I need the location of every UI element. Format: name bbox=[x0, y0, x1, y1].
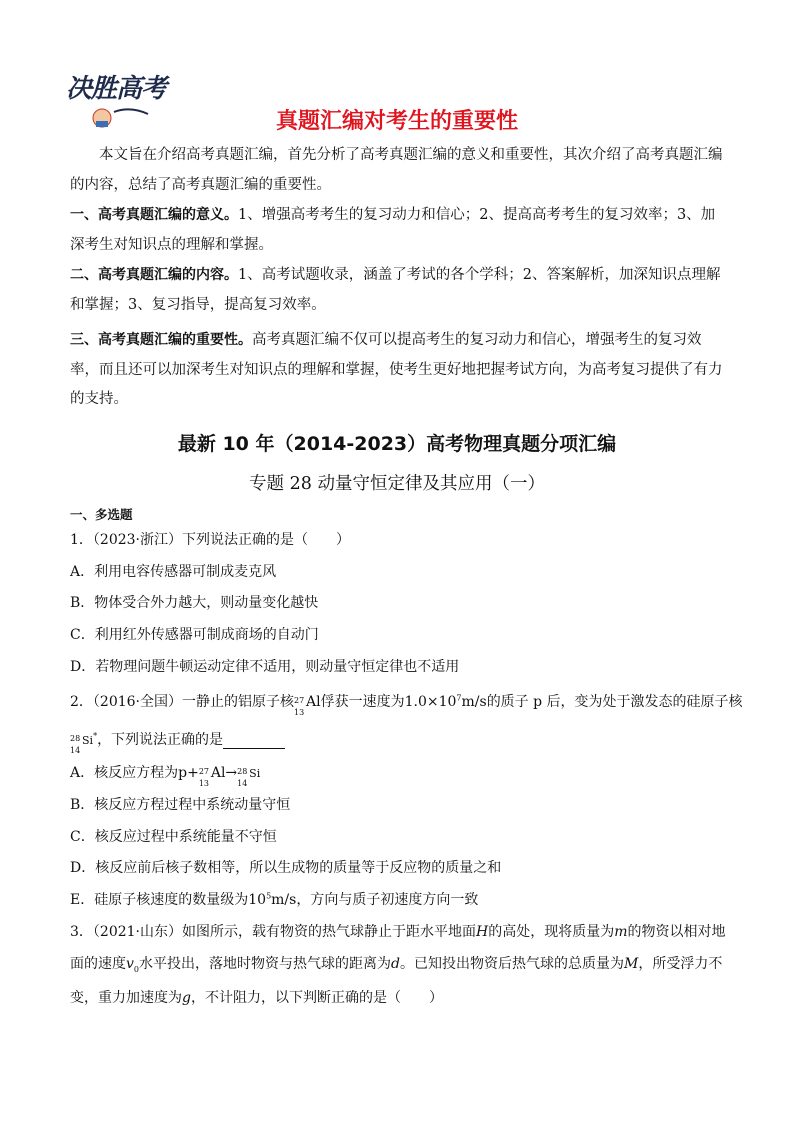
q2-text: 2．（2016·全国）一静止的铝原子核 bbox=[70, 694, 294, 710]
q3-line2 bbox=[70, 953, 730, 974]
content-body: 1、高考试题收录，涵盖了考试的各个学科；2、答案解析，加深知识点理解和掌握；3、复习指导，提高复习效率。 bbox=[70, 267, 721, 313]
q2-text: ，下列说法正确的是 bbox=[97, 732, 224, 748]
si-atomic-number: 14 bbox=[70, 746, 81, 755]
q2-text: 的质子 p 后，变为处于激发态的硅原子核 bbox=[486, 694, 743, 710]
q2-stem-line2 bbox=[70, 729, 730, 755]
proton-symbol: p+ bbox=[178, 765, 199, 781]
speed-exponent: 5 bbox=[266, 891, 272, 901]
q3-line3 bbox=[70, 987, 730, 1007]
si-mass-number: 28 bbox=[70, 734, 81, 743]
q1-stem: 1．（2023·浙江）下列说法正确的是（ ） bbox=[70, 532, 350, 548]
intro-paragraph: 本文旨在介绍高考真题汇编，首先分析了高考真题汇编的意义和重要性，其次介绍了高考真题汇编的内容，总结了高考真题汇编的重要性。 bbox=[70, 147, 723, 193]
q2-option-a bbox=[70, 762, 730, 788]
arrow-icon: → bbox=[225, 765, 238, 781]
q1-option-c: C．利用红外传感器可制成商场的自动门 bbox=[70, 627, 319, 643]
logo-text: 决胜高考 bbox=[66, 74, 167, 104]
q2-option-e bbox=[70, 889, 730, 909]
var-d: d bbox=[391, 956, 400, 972]
answer-blank[interactable] bbox=[223, 734, 285, 749]
importance-body: 高考真题汇编不仅可以提高考生的复习动力和信心，增强考生的复习效率，而且还可以加深考生对知识点的理解和掌握，使考生更好地把握考试方向，为高考复习提供了有力的支持。 bbox=[70, 332, 723, 408]
meaning-paragraph bbox=[70, 201, 726, 260]
q3-line1 bbox=[70, 921, 730, 941]
q3-text: 3．（2021·山东）如图所示，载有物资的热气球静止于距水平地面 bbox=[70, 924, 476, 940]
al-symbol: Al bbox=[210, 765, 226, 781]
option-text: E．硅原子核速度的数量级为 bbox=[70, 892, 249, 908]
page-title: 真题汇编对考生的重要性 bbox=[275, 109, 518, 134]
content-heading: 二、高考真题汇编的内容。 bbox=[70, 267, 238, 283]
var-H: H bbox=[476, 924, 489, 940]
q3-text: ，所受浮力不 bbox=[638, 956, 723, 972]
q3-text: 的物资以相对地 bbox=[627, 924, 726, 940]
var-g: g bbox=[182, 990, 191, 1006]
var-v0: v bbox=[126, 956, 134, 972]
speed-exponent: 7 bbox=[456, 693, 462, 703]
q3-text: 的高处，现将质量为 bbox=[488, 924, 615, 940]
meaning-body: 1、增强高考考生的复习动力和信心；2、提高高考考生的复习效率；3、加深考生对知识点的理解和掌握。 bbox=[70, 207, 716, 253]
proton-speed: 1.0×10 bbox=[404, 694, 457, 710]
option-text: m/s，方向与质子初速度方向一致 bbox=[271, 892, 479, 908]
q3-text: 。已知投出物资后热气球的总质量为 bbox=[399, 956, 624, 972]
section-title: 一、多选题 bbox=[70, 507, 133, 522]
q2-option-d: D．核反应前后核子数相等，所以生成物的质量等于反应物的质量之和 bbox=[70, 860, 502, 876]
meaning-heading: 一、高考真题汇编的意义。 bbox=[70, 207, 238, 223]
var-M: M bbox=[623, 956, 639, 972]
al-atomic-number: 13 bbox=[198, 779, 210, 788]
option-label: A．核反应方程为 bbox=[70, 765, 179, 781]
content-paragraph bbox=[70, 261, 726, 320]
var-v0-subscript: 0 bbox=[133, 964, 140, 974]
si-atomic-number: 14 bbox=[237, 779, 248, 788]
excited-star: * bbox=[93, 731, 98, 741]
si-symbol: Si bbox=[82, 734, 94, 747]
al-symbol: Al bbox=[306, 694, 321, 710]
speed-base: 10 bbox=[248, 892, 267, 908]
al-mass-number: 27 bbox=[198, 767, 210, 776]
q1-option-d: D．若物理问题牛顿运动定律不适用，则动量守恒定律也不适用 bbox=[70, 659, 460, 675]
importance-heading: 三、高考真题汇编的重要性。 bbox=[70, 332, 252, 348]
collection-heading: 最新 10 年（2014-2023）高考物理真题分项汇编 bbox=[177, 433, 617, 455]
var-m: m bbox=[614, 924, 628, 940]
al-atomic-number: 13 bbox=[294, 708, 305, 717]
q1-option-a: A．利用电容传感器可制成麦克风 bbox=[70, 564, 277, 580]
q3-text: 水平投出，落地时物资与热气球的距离为 bbox=[139, 956, 392, 972]
importance-paragraph bbox=[70, 326, 726, 415]
q3-text: 变，重力加速度为 bbox=[70, 990, 182, 1006]
q2-text: 俘获一速度为 bbox=[320, 694, 405, 710]
q2-option-c: C．核反应过程中系统能量不守恒 bbox=[70, 829, 277, 845]
q2-option-b: B．核反应方程过程中系统动量守恒 bbox=[70, 797, 291, 813]
q1-option-b: B．物体受合外力越大，则动量变化越快 bbox=[70, 595, 319, 611]
al-mass-number: 27 bbox=[294, 696, 305, 705]
speed-unit: m/s bbox=[461, 694, 487, 710]
topic-heading: 专题 28 动量守恒定律及其应用（一） bbox=[249, 474, 545, 494]
si-symbol: Si bbox=[249, 767, 261, 780]
si-mass-number: 28 bbox=[237, 767, 248, 776]
q3-text: 面的速度 bbox=[70, 956, 126, 972]
q2-stem-line1 bbox=[70, 691, 743, 717]
q3-text: ，不计阻力，以下判断正确的是（ ） bbox=[190, 990, 443, 1006]
